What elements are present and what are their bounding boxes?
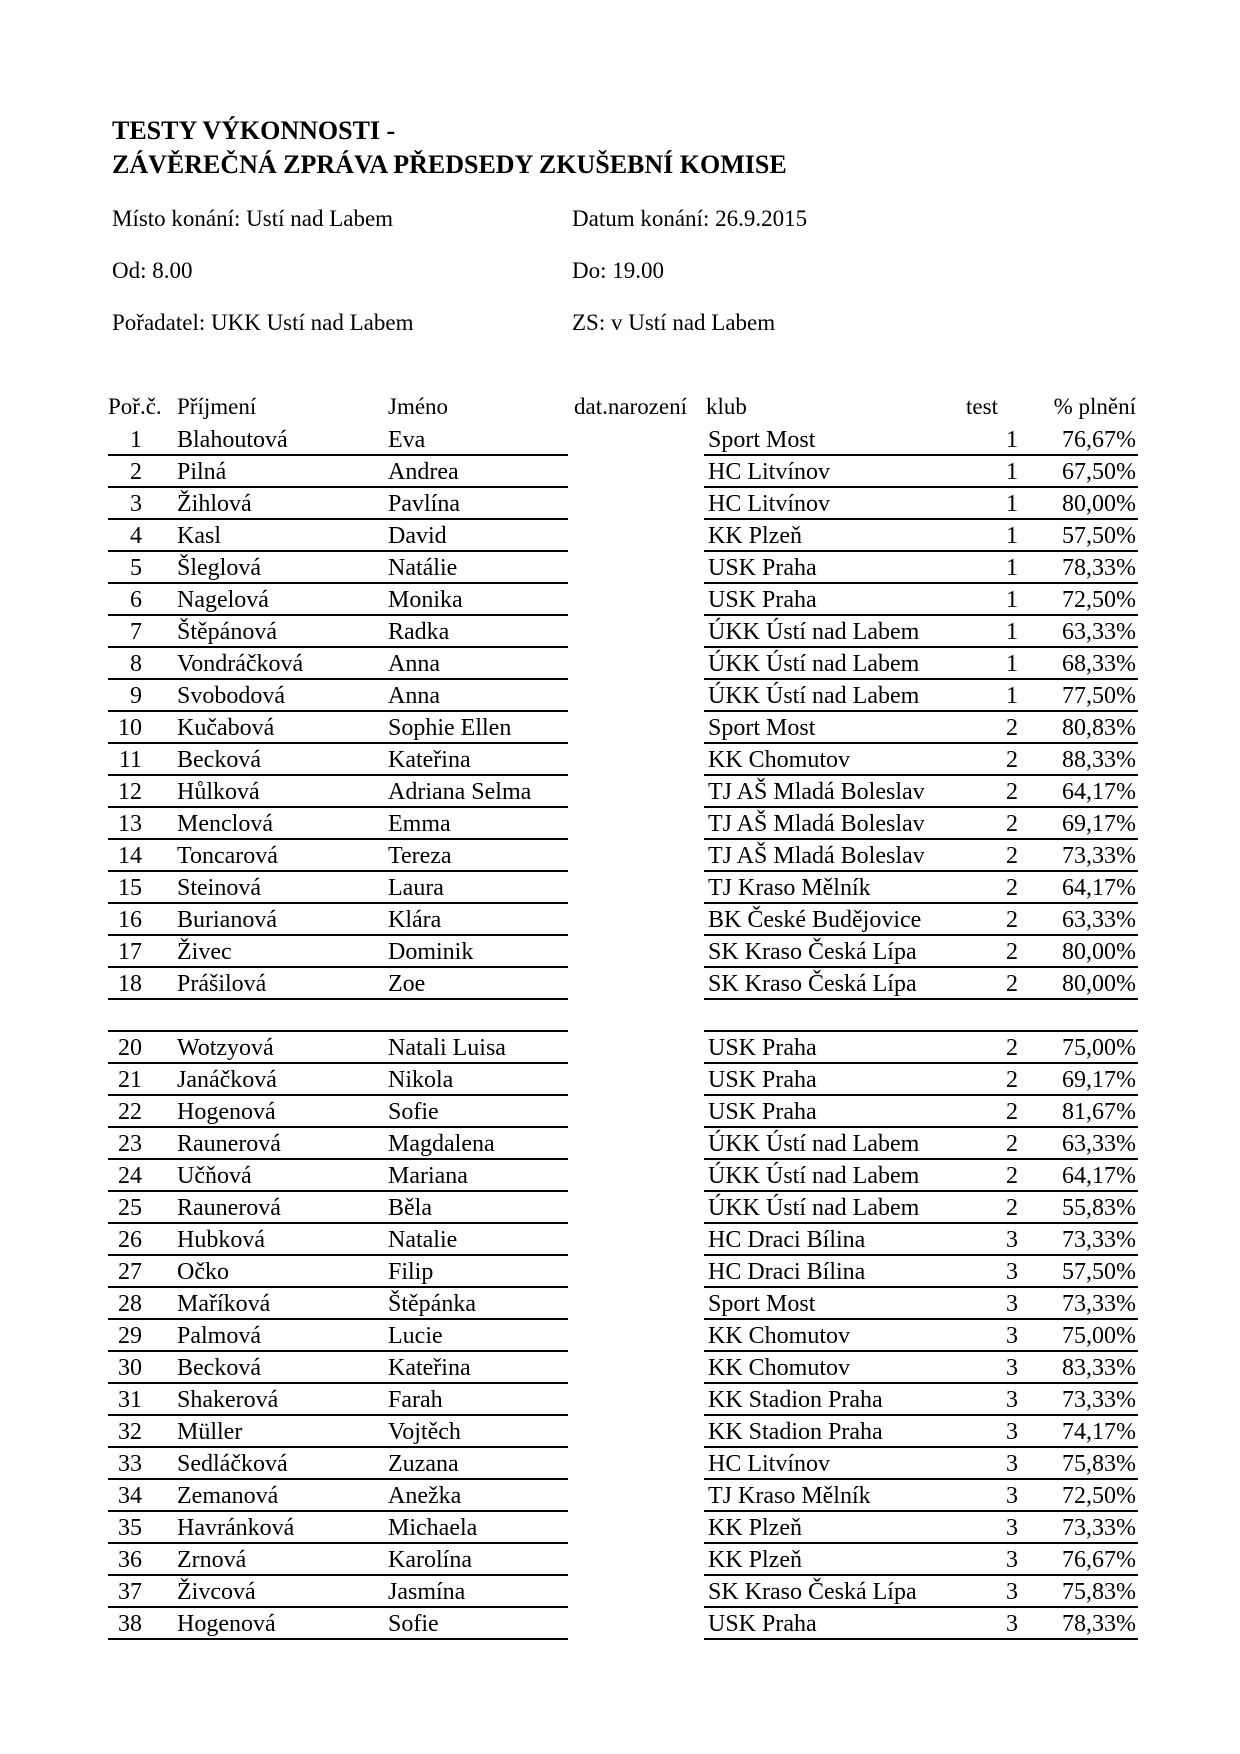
first-name-cell: Eva (388, 427, 426, 453)
first-name-cell: Mariana (388, 1163, 468, 1189)
percent-cell: 64,17% (1062, 875, 1136, 901)
col-header-test: test (966, 394, 998, 419)
club-cell: ÚKK Ústí nad Labem (708, 1195, 920, 1221)
order-cell: 30 (118, 1355, 142, 1381)
percent-cell: 76,67% (1062, 1547, 1136, 1573)
percent-cell: 80,00% (1062, 939, 1136, 965)
table-row (108, 1416, 1138, 1448)
club-cell: Sport Most (708, 427, 816, 453)
percent-cell: 67,50% (1062, 459, 1136, 485)
title-line-2: ZÁVĚREČNÁ ZPRÁVA PŘEDSEDY ZKUŠEBNÍ KOMISE (112, 150, 787, 179)
table-row (108, 712, 1138, 744)
first-name-cell: Tereza (388, 843, 452, 869)
surname-cell: Svobodová (177, 683, 285, 709)
club-cell: USK Praha (708, 1035, 817, 1061)
order-cell: 38 (118, 1611, 142, 1637)
club-cell: KK Stadion Praha (708, 1387, 883, 1413)
first-name-cell: Sophie Ellen (388, 715, 512, 741)
table-row (108, 1288, 1138, 1320)
surname-cell: Šleglová (177, 555, 261, 581)
results-table (108, 424, 1138, 1640)
table-row (108, 1160, 1138, 1192)
surname-cell: Wotzyová (177, 1035, 274, 1061)
table-row (108, 1608, 1138, 1640)
table-header (108, 394, 1138, 424)
order-cell: 28 (118, 1291, 142, 1317)
surname-cell: Steinová (177, 875, 261, 901)
test-cell: 2 (1006, 1131, 1018, 1157)
percent-cell: 83,33% (1062, 1355, 1136, 1381)
surname-cell: Raunerová (177, 1131, 281, 1157)
surname-cell: Zrnová (177, 1547, 247, 1573)
club-cell: HC Litvínov (708, 491, 831, 517)
surname-cell: Hogenová (177, 1611, 276, 1637)
test-cell: 2 (1006, 971, 1018, 997)
test-cell: 3 (1006, 1323, 1018, 1349)
first-name-cell: Běla (388, 1195, 432, 1221)
test-cell: 3 (1006, 1611, 1018, 1637)
col-header-name: Jméno (388, 394, 449, 419)
zs-text: ZS: v Ustí nad Labem (572, 310, 776, 335)
order-cell: 37 (118, 1579, 142, 1605)
test-cell: 3 (1006, 1483, 1018, 1509)
order-cell: 31 (118, 1387, 142, 1413)
surname-cell: Prášilová (177, 971, 267, 997)
club-cell: KK Plzeň (708, 1547, 802, 1573)
first-name-cell: Natalie (388, 1227, 458, 1253)
order-cell: 15 (118, 875, 142, 901)
table-row (108, 1512, 1138, 1544)
club-cell: KK Chomutov (708, 1323, 851, 1349)
test-cell: 2 (1006, 939, 1018, 965)
surname-cell: Sedláčková (177, 1451, 288, 1477)
club-cell: ÚKK Ústí nad Labem (708, 1131, 920, 1157)
percent-cell: 76,67% (1062, 427, 1136, 453)
club-cell: KK Stadion Praha (708, 1419, 883, 1445)
percent-cell: 55,83% (1062, 1195, 1136, 1221)
percent-cell: 64,17% (1062, 779, 1136, 805)
order-cell: 33 (118, 1451, 142, 1477)
order-cell: 11 (118, 747, 142, 773)
percent-cell: 78,33% (1062, 1611, 1136, 1637)
club-cell: TJ Kraso Mělník (708, 1483, 871, 1509)
table-row (108, 1032, 1138, 1064)
test-cell: 2 (1006, 1099, 1018, 1125)
surname-cell: Maříková (177, 1291, 271, 1317)
first-name-cell: Filip (388, 1259, 434, 1285)
surname-cell: Pilná (177, 459, 227, 485)
table-row (108, 1128, 1138, 1160)
club-cell: TJ AŠ Mladá Boleslav (708, 843, 925, 869)
table-row (108, 1352, 1138, 1384)
order-cell: 22 (118, 1099, 142, 1125)
col-header-club: klub (706, 394, 747, 419)
club-cell: USK Praha (708, 587, 817, 613)
surname-cell: Burianová (177, 907, 277, 933)
surname-cell: Nagelová (177, 587, 269, 613)
club-cell: Sport Most (708, 1291, 816, 1317)
table-row (108, 424, 1138, 456)
table-row (108, 1576, 1138, 1608)
first-name-cell: Pavlína (388, 491, 460, 517)
order-cell: 34 (118, 1483, 142, 1509)
table-row (108, 456, 1138, 488)
first-name-cell: Andrea (388, 459, 459, 485)
test-cell: 2 (1006, 843, 1018, 869)
surname-cell: Janáčková (177, 1067, 277, 1093)
percent-cell: 80,00% (1062, 491, 1136, 517)
order-cell: 24 (118, 1163, 142, 1189)
test-cell: 2 (1006, 1067, 1018, 1093)
surname-cell: Becková (177, 747, 261, 773)
surname-cell: Palmová (177, 1323, 261, 1349)
order-cell: 18 (118, 971, 142, 997)
surname-cell: Očko (177, 1259, 229, 1285)
test-cell: 2 (1006, 715, 1018, 741)
order-cell: 5 (130, 555, 142, 581)
surname-cell: Shakerová (177, 1387, 279, 1413)
table-row (108, 1448, 1138, 1480)
percent-cell: 74,17% (1062, 1419, 1136, 1445)
first-name-cell: Radka (388, 619, 450, 645)
first-name-cell: Farah (388, 1387, 443, 1413)
test-cell: 1 (1006, 619, 1018, 645)
surname-cell: Toncarová (177, 843, 278, 869)
club-cell: HC Litvínov (708, 1451, 831, 1477)
table-row (108, 552, 1138, 584)
table-row (108, 1544, 1138, 1576)
first-name-cell: Sofie (388, 1099, 439, 1125)
order-cell: 25 (118, 1195, 142, 1221)
table-row (108, 808, 1138, 840)
surname-cell: Becková (177, 1355, 261, 1381)
club-cell: TJ Kraso Mělník (708, 875, 871, 901)
first-name-cell: Magdalena (388, 1131, 495, 1157)
test-cell: 3 (1006, 1387, 1018, 1413)
first-name-cell: Karolína (388, 1547, 472, 1573)
club-cell: ÚKK Ústí nad Labem (708, 651, 920, 677)
test-cell: 2 (1006, 1163, 1018, 1189)
test-cell: 1 (1006, 427, 1018, 453)
order-cell: 1 (130, 427, 142, 453)
order-cell: 26 (118, 1227, 142, 1253)
surname-cell: Blahoutová (177, 427, 288, 453)
surname-cell: Štěpánová (177, 619, 277, 645)
test-cell: 1 (1006, 491, 1018, 517)
surname-cell: Havránková (177, 1515, 295, 1541)
table-row (108, 616, 1138, 648)
percent-cell: 57,50% (1062, 1259, 1136, 1285)
percent-cell: 75,00% (1062, 1323, 1136, 1349)
percent-cell: 80,83% (1062, 715, 1136, 741)
col-header-order: Poř.č. (108, 394, 162, 419)
order-cell: 29 (118, 1323, 142, 1349)
percent-cell: 73,33% (1062, 1291, 1136, 1317)
order-cell: 12 (118, 779, 142, 805)
test-cell: 3 (1006, 1579, 1018, 1605)
order-cell: 9 (130, 683, 142, 709)
percent-cell: 73,33% (1062, 1227, 1136, 1253)
end-time-text: Do: 19.00 (572, 258, 664, 283)
club-cell: ÚKK Ústí nad Labem (708, 683, 920, 709)
table-row (108, 1192, 1138, 1224)
percent-cell: 73,33% (1062, 843, 1136, 869)
surname-cell: Vondráčková (177, 651, 304, 677)
percent-cell: 63,33% (1062, 619, 1136, 645)
percent-cell: 75,83% (1062, 1451, 1136, 1477)
order-cell: 6 (130, 587, 142, 613)
test-cell: 2 (1006, 1035, 1018, 1061)
order-cell: 10 (118, 715, 142, 741)
table-row (108, 680, 1138, 712)
percent-cell: 63,33% (1062, 907, 1136, 933)
surname-cell: Zemanová (177, 1483, 279, 1509)
table-row (108, 840, 1138, 872)
percent-cell: 68,33% (1062, 651, 1136, 677)
club-cell: KK Plzeň (708, 523, 802, 549)
surname-cell: Kučabová (177, 715, 275, 741)
first-name-cell: Zoe (388, 971, 426, 997)
first-name-cell: Lucie (388, 1323, 443, 1349)
percent-cell: 72,50% (1062, 1483, 1136, 1509)
surname-cell: Žihlová (177, 491, 252, 517)
report-title (112, 114, 787, 182)
surname-cell: Živec (177, 939, 232, 965)
test-cell: 3 (1006, 1515, 1018, 1541)
test-cell: 2 (1006, 779, 1018, 805)
club-cell: KK Chomutov (708, 1355, 851, 1381)
row-rule-right (704, 1638, 1138, 1640)
surname-cell: Živcová (177, 1579, 256, 1605)
club-cell: SK Kraso Česká Lípa (708, 939, 917, 965)
percent-cell: 77,50% (1062, 683, 1136, 709)
test-cell: 1 (1006, 587, 1018, 613)
first-name-cell: Natálie (388, 555, 458, 581)
percent-cell: 69,17% (1062, 1067, 1136, 1093)
percent-cell: 75,00% (1062, 1035, 1136, 1061)
surname-cell: Müller (177, 1419, 243, 1445)
club-cell: SK Kraso Česká Lípa (708, 1579, 917, 1605)
first-name-cell: Anežka (388, 1483, 462, 1509)
table-row (108, 1480, 1138, 1512)
order-cell: 13 (118, 811, 142, 837)
table-row (108, 1224, 1138, 1256)
club-cell: SK Kraso Česká Lípa (708, 971, 917, 997)
surname-cell: Kasl (177, 523, 221, 549)
surname-cell: Učňová (177, 1163, 252, 1189)
club-cell: KK Chomutov (708, 747, 851, 773)
test-cell: 1 (1006, 651, 1018, 677)
order-cell: 3 (130, 491, 142, 517)
table-row (108, 744, 1138, 776)
first-name-cell: Klára (388, 907, 442, 933)
surname-cell: Raunerová (177, 1195, 281, 1221)
first-name-cell: Monika (388, 587, 463, 613)
surname-cell: Menclová (177, 811, 273, 837)
test-cell: 1 (1006, 459, 1018, 485)
order-cell: 32 (118, 1419, 142, 1445)
test-cell: 1 (1006, 683, 1018, 709)
first-name-cell: Sofie (388, 1611, 439, 1637)
test-cell: 2 (1006, 811, 1018, 837)
first-name-cell: Michaela (388, 1515, 478, 1541)
order-cell: 17 (118, 939, 142, 965)
club-cell: USK Praha (708, 1099, 817, 1125)
test-cell: 3 (1006, 1259, 1018, 1285)
order-cell: 4 (130, 523, 142, 549)
club-cell: HC Draci Bílina (708, 1259, 866, 1285)
test-cell: 3 (1006, 1291, 1018, 1317)
first-name-cell: Štěpánka (388, 1291, 476, 1317)
percent-cell: 72,50% (1062, 587, 1136, 613)
table-row (108, 520, 1138, 552)
percent-cell: 81,67% (1062, 1099, 1136, 1125)
first-name-cell: Kateřina (388, 1355, 471, 1381)
first-name-cell: Laura (388, 875, 444, 901)
table-row (108, 904, 1138, 936)
club-cell: TJ AŠ Mladá Boleslav (708, 779, 925, 805)
order-cell: 2 (130, 459, 142, 485)
percent-cell: 73,33% (1062, 1387, 1136, 1413)
surname-cell: Hůlková (177, 779, 260, 805)
first-name-cell: Vojtěch (388, 1419, 461, 1445)
percent-cell: 88,33% (1062, 747, 1136, 773)
table-row (108, 936, 1138, 968)
test-cell: 3 (1006, 1547, 1018, 1573)
table-row (108, 1000, 1138, 1032)
first-name-cell: David (388, 523, 447, 549)
club-cell: ÚKK Ústí nad Labem (708, 619, 920, 645)
percent-cell: 80,00% (1062, 971, 1136, 997)
table-row (108, 488, 1138, 520)
col-header-surname: Příjmení (177, 394, 257, 419)
percent-cell: 57,50% (1062, 523, 1136, 549)
test-cell: 3 (1006, 1227, 1018, 1253)
order-cell: 35 (118, 1515, 142, 1541)
club-cell: USK Praha (708, 1067, 817, 1093)
table-row (108, 584, 1138, 616)
test-cell: 2 (1006, 907, 1018, 933)
col-header-birthdate: dat.narození (574, 394, 688, 419)
date-text: Datum konání: 26.9.2015 (572, 206, 808, 231)
first-name-cell: Nikola (388, 1067, 454, 1093)
table-row (108, 1064, 1138, 1096)
test-cell: 3 (1006, 1355, 1018, 1381)
percent-cell: 78,33% (1062, 555, 1136, 581)
col-header-percent: % plnění (1053, 394, 1136, 419)
first-name-cell: Anna (388, 683, 440, 709)
club-cell: BK České Budějovice (708, 907, 922, 933)
start-time-text: Od: 8.00 (112, 258, 193, 283)
row-rule-left (108, 1638, 568, 1640)
order-cell: 20 (118, 1035, 142, 1061)
surname-cell: Hogenová (177, 1099, 276, 1125)
order-cell: 23 (118, 1131, 142, 1157)
first-name-cell: Kateřina (388, 747, 471, 773)
first-name-cell: Jasmína (388, 1579, 466, 1605)
table-row (108, 1256, 1138, 1288)
order-cell: 27 (118, 1259, 142, 1285)
order-cell: 8 (130, 651, 142, 677)
order-cell: 7 (130, 619, 142, 645)
percent-cell: 69,17% (1062, 811, 1136, 837)
percent-cell: 63,33% (1062, 1131, 1136, 1157)
table-row (108, 1320, 1138, 1352)
organizer-text: Pořadatel: UKK Ustí nad Labem (112, 310, 414, 335)
surname-cell: Hubková (177, 1227, 265, 1253)
order-cell: 14 (118, 843, 142, 869)
club-cell: ÚKK Ústí nad Labem (708, 1163, 920, 1189)
first-name-cell: Anna (388, 651, 440, 677)
table-row (108, 1384, 1138, 1416)
test-cell: 3 (1006, 1451, 1018, 1477)
order-cell: 36 (118, 1547, 142, 1573)
percent-cell: 64,17% (1062, 1163, 1136, 1189)
percent-cell: 73,33% (1062, 1515, 1136, 1541)
table-row (108, 872, 1138, 904)
first-name-cell: Adriana Selma (388, 779, 532, 805)
first-name-cell: Emma (388, 811, 451, 837)
title-line-1: TESTY VÝKONNOSTI - (112, 116, 396, 145)
test-cell: 1 (1006, 523, 1018, 549)
order-cell: 16 (118, 907, 142, 933)
table-row (108, 648, 1138, 680)
club-cell: HC Litvínov (708, 459, 831, 485)
venue-text: Místo konání: Ustí nad Labem (112, 206, 394, 231)
club-cell: USK Praha (708, 1611, 817, 1637)
first-name-cell: Zuzana (388, 1451, 459, 1477)
test-cell: 2 (1006, 1195, 1018, 1221)
test-cell: 2 (1006, 875, 1018, 901)
test-cell: 2 (1006, 747, 1018, 773)
club-cell: TJ AŠ Mladá Boleslav (708, 811, 925, 837)
first-name-cell: Natali Luisa (388, 1035, 506, 1061)
first-name-cell: Dominik (388, 939, 474, 965)
order-cell: 21 (118, 1067, 142, 1093)
table-row (108, 968, 1138, 1000)
table-row (108, 776, 1138, 808)
club-cell: HC Draci Bílina (708, 1227, 866, 1253)
club-cell: USK Praha (708, 555, 817, 581)
club-cell: KK Plzeň (708, 1515, 802, 1541)
test-cell: 1 (1006, 555, 1018, 581)
percent-cell: 75,83% (1062, 1579, 1136, 1605)
club-cell: Sport Most (708, 715, 816, 741)
test-cell: 3 (1006, 1419, 1018, 1445)
table-row (108, 1096, 1138, 1128)
